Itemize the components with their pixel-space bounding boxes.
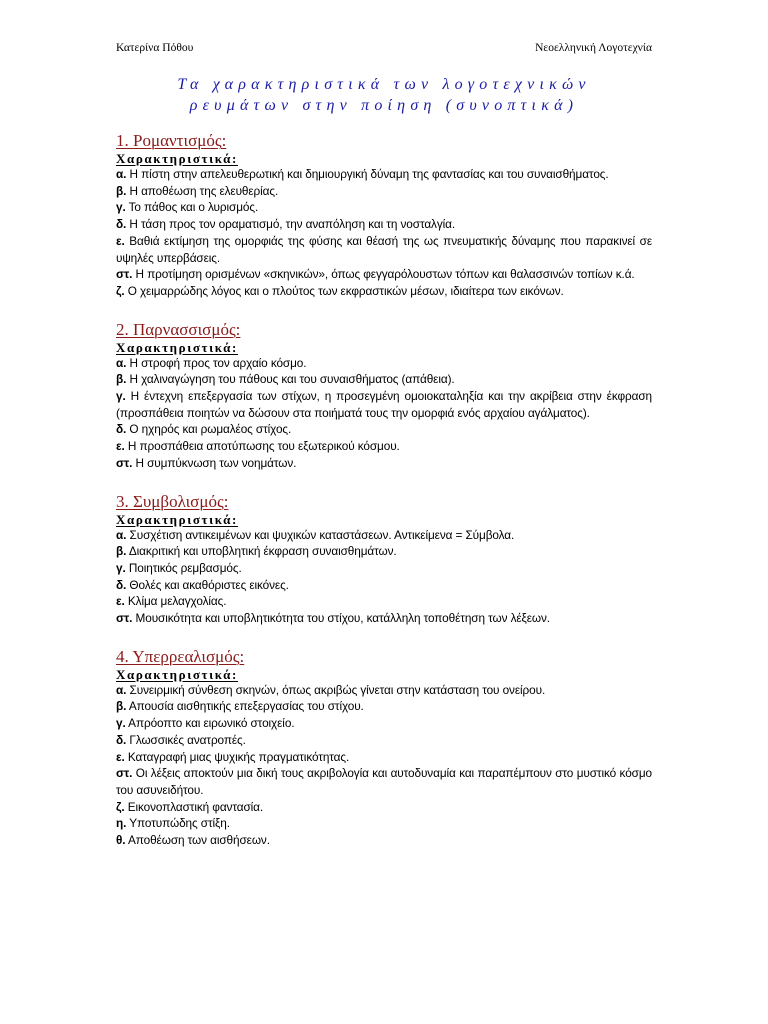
title-line-1: Τα χαρακτηριστικά των λογοτεχνικών <box>177 76 591 93</box>
item-text: Αποθέωση των αισθήσεων. <box>128 833 270 848</box>
item-text: Οι λέξεις αποκτούν μια δική τους ακριβολογία και αυτοδυναμία και παραπέμπουν στο μυστικό κόσμο του ασυνειδήτου. <box>116 766 652 797</box>
item-text: Καταγραφή μιας ψυχικής πραγματικότητας. <box>127 749 350 764</box>
list-item <box>116 765 652 798</box>
item-text: Η χαλιναγώγηση του πάθους και του συναισθήματος (απάθεια). <box>129 372 455 387</box>
list-item <box>116 371 652 388</box>
item-text: Συσχέτιση αντικειμένων και ψυχικών καταστάσεων. Αντικείμενα = Σύμβολα. <box>129 527 515 542</box>
list-item <box>116 233 652 266</box>
list-item <box>116 183 652 200</box>
item-label: ε. <box>116 749 125 764</box>
item-text: Απρόοπτο και ειρωνικό στοιχείο. <box>128 716 295 731</box>
title-line-2: ρευμάτων στην ποίηση (συνοπτικά) <box>189 97 579 114</box>
item-label: β. <box>116 699 127 714</box>
list-item <box>116 216 652 233</box>
item-label: γ. <box>116 389 126 404</box>
item-text: Απουσία αισθητικής επεξεργασίας του στίχου. <box>128 699 364 714</box>
list-item <box>116 682 652 699</box>
item-text: Βαθιά εκτίμηση της ομορφιάς της φύσης και θέασή της ως πνευματικής δύναμης που παρακινεί σε υψηλές υπερβάσεις. <box>116 233 652 265</box>
section-subtitle: Χαρακτηριστικά: <box>116 666 238 682</box>
item-label: ζ. <box>116 283 125 298</box>
item-text: Ο χειμαρρώδης λόγος και ο πλούτος των εκφραστικών μέσων, ιδιαίτερα των εικόνων. <box>127 283 564 298</box>
list-item <box>116 815 652 832</box>
list-item <box>116 355 652 372</box>
section-title: 2. Παρνασσισμός: <box>116 319 241 339</box>
section-1 <box>116 131 652 300</box>
list-item <box>116 438 652 455</box>
item-label: στ. <box>116 766 133 781</box>
item-text: Η αποθέωση της ελευθερίας. <box>129 183 279 198</box>
list-item <box>116 543 652 560</box>
item-text: Η στροφή προς τον αρχαίο κόσμο. <box>129 355 307 370</box>
item-label: δ. <box>116 217 127 232</box>
item-text: Θολές και ακαθόριστες εικόνες. <box>129 577 289 592</box>
item-label: β. <box>116 544 127 559</box>
item-label: ε. <box>116 439 125 454</box>
section-subtitle: Χαρακτηριστικά: <box>116 151 238 166</box>
section-title: 3. Συμβολισμός: <box>116 491 229 511</box>
list-item <box>116 266 652 283</box>
item-text: Η έντεχνη επεξεργασία των στίχων, η προσεγμένη ομοιοκαταληξία και την ακρίβεια στην έκφραση (προσπάθεια ποιητών να δώσουν στα ποιήματά τους την ομορφιά ενός αρχαίου αγάλματος). <box>116 389 652 420</box>
list-item <box>116 421 652 438</box>
item-text: Διακριτική και υποβλητική έκφραση συναισθημάτων. <box>128 544 397 559</box>
list-item <box>116 832 652 849</box>
item-label: στ. <box>116 267 133 282</box>
document-title <box>116 74 652 116</box>
list-item <box>116 166 652 183</box>
item-label: ε. <box>116 594 125 609</box>
section-2 <box>116 320 652 472</box>
item-label: β. <box>116 372 127 387</box>
item-label: θ. <box>116 833 126 848</box>
item-text: Υποτυπώδης στίξη. <box>129 816 230 831</box>
item-text: Εικονοπλαστική φαντασία. <box>127 799 264 814</box>
section-subtitle: Χαρακτηριστικά: <box>116 511 238 527</box>
item-text: Η προτίμηση ορισμένων «σκηνικών», όπως φεγγαρόλουστων τόπων και θαλασσινών τοπίων κ.ά. <box>135 267 635 282</box>
list-item <box>116 283 652 300</box>
item-label: α. <box>116 355 127 370</box>
section-4 <box>116 647 652 849</box>
item-text: Η προσπάθεια αποτύπωσης του εξωτερικού κόσμου. <box>127 439 400 454</box>
header-subject: Νεοελληνική Λογοτεχνία <box>535 42 652 54</box>
item-label: α. <box>116 167 127 181</box>
item-text: Το πάθος και ο λυρισμός. <box>128 200 259 215</box>
item-text: Συνειρμική σύνθεση σκηνών, όπως ακριβώς γίνεται στην κατάσταση του ονείρου. <box>129 682 546 697</box>
item-text: Η τάση προς τον οραματισμό, την αναπόληση και τη νοσταλγία. <box>129 217 456 232</box>
item-label: γ. <box>116 560 126 575</box>
list-item <box>116 715 652 732</box>
list-item <box>116 593 652 610</box>
item-label: β. <box>116 183 127 198</box>
list-item <box>116 577 652 594</box>
item-label: ε. <box>116 233 125 248</box>
document-body <box>116 131 652 869</box>
item-text: Γλωσσικές ανατροπές. <box>129 732 246 747</box>
header-author: Κατερίνα Πόθου <box>116 42 194 54</box>
item-text: Η συμπύκνωση των νοημάτων. <box>135 455 297 470</box>
list-item <box>116 527 652 544</box>
item-label: δ. <box>116 577 127 592</box>
item-label: δ. <box>116 422 127 437</box>
list-item <box>116 455 652 472</box>
list-item <box>116 560 652 577</box>
list-item <box>116 388 652 421</box>
item-label: ζ. <box>116 799 125 814</box>
list-item <box>116 749 652 766</box>
item-text: Ο ηχηρός και ρωμαλέος στίχος. <box>129 422 292 437</box>
section-title: 4. Υπερρεαλισμός: <box>116 646 245 666</box>
item-label: στ. <box>116 611 133 626</box>
item-label: στ. <box>116 455 133 470</box>
item-label: δ. <box>116 732 127 747</box>
page-header <box>116 42 652 54</box>
list-item <box>116 732 652 749</box>
item-label: γ. <box>116 716 126 731</box>
item-label: γ. <box>116 200 126 215</box>
item-text: Ποιητικός ρεμβασμός. <box>128 560 242 575</box>
list-item <box>116 610 652 627</box>
list-item <box>116 799 652 816</box>
item-text: Κλίμα μελαγχολίας. <box>127 594 227 609</box>
list-item <box>116 698 652 715</box>
item-text: Η πίστη στην απελευθερωτική και δημιουργική δύναμη της φαντασίας και του συναισθήματος. <box>129 167 609 181</box>
item-text: Μουσικότητα και υποβλητικότητα του στίχου, κατάλληλη τοποθέτηση των λέξεων. <box>135 611 550 626</box>
section-3 <box>116 492 652 627</box>
list-item <box>116 199 652 216</box>
section-subtitle: Χαρακτηριστικά: <box>116 339 238 355</box>
section-title: 1. Ρομαντισμός: <box>116 131 227 150</box>
item-label: α. <box>116 527 127 542</box>
item-label: α. <box>116 682 127 697</box>
item-label: η. <box>116 816 127 831</box>
